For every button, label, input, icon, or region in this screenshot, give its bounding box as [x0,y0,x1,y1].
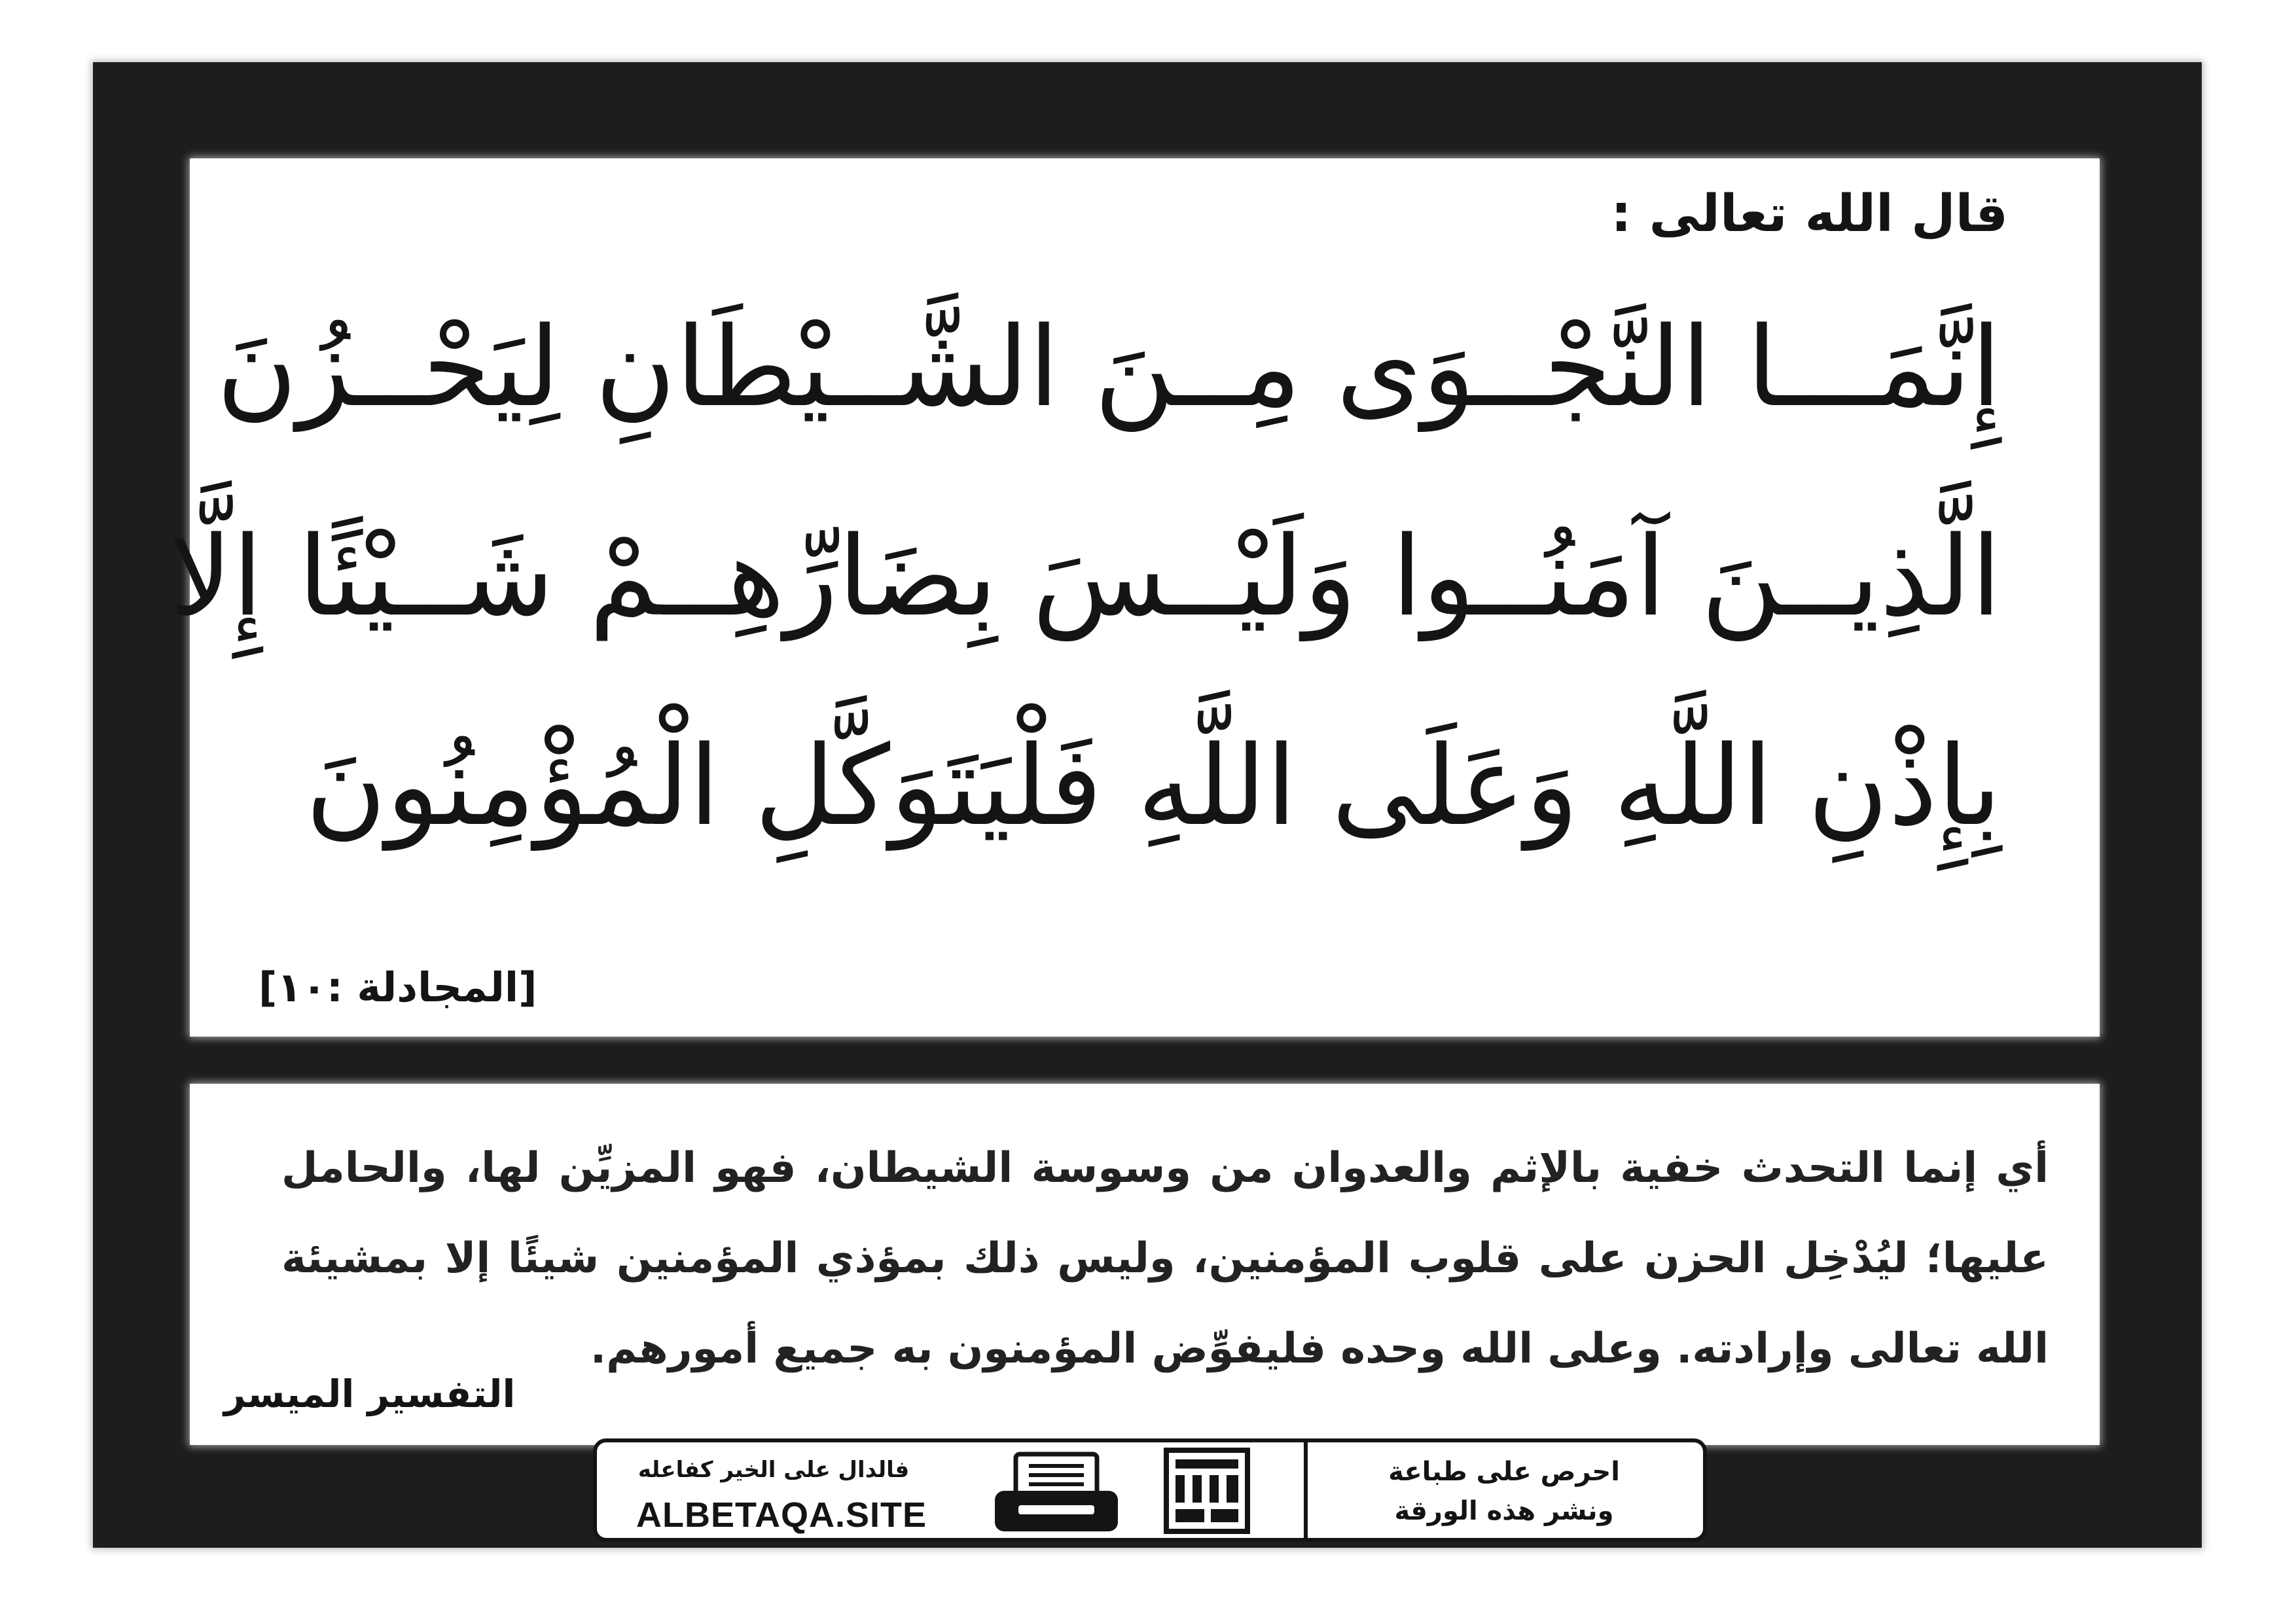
banner-site-block [636,1442,927,1538]
tafsir-source: التفسير الميسر [224,1372,516,1416]
verse-panel [170,158,2100,1037]
banner-site[interactable]: ALBETAQA.SITE [636,1495,927,1535]
verse-line-3: بِإِذْنِ اللَّهِ وَعَلَى اللَّهِ فَلْيَتَوَكَّلِ الْمُؤْمِنُونَ [305,722,2001,850]
verse-line-1: إِنَّمَـــا النَّجْــوَى مِــنَ الشَّــيْطَانِ لِيَحْــزُنَ [216,303,2001,431]
verse-intro: قال الله تعالى : [1611,185,2008,243]
banner-call-line-1: احرص على طباعة [1388,1457,1620,1487]
verse-reference: [المجادلة :١٠] [259,963,537,1011]
tafsir-text: أي إنما التحدث خفية بالإثم والعدوان من وسوسة الشيطان، فهو المزيِّن لها، والحامل عليها؛ ليُدْخِل الحزن على قلوب المؤمنين، وليس ذلك بمؤذي المؤمنين شيئًا إلا بمشيئة الله تعالى وإرادته. وعلى الله وحده فليفوِّض المؤمنون به جميع أمورهم. [281,1144,2049,1373]
verse-line-2: الَّذِيــنَ آمَنُــوا وَلَيْــسَ بِضَارِّهِــمْ شَــيْئًا إِلَّا [170,512,2001,641]
banner-dal-text: فالدال على الخير كفاعله [637,1457,910,1483]
logo-icon [1161,1445,1253,1537]
banner-call-line-2: ونشر هذه الورقة [1394,1496,1614,1526]
printer-icon [991,1450,1122,1535]
footer-banner [593,1438,1707,1542]
banner-call-block [1304,1442,1700,1538]
tafsir-panel [190,1084,2100,1445]
